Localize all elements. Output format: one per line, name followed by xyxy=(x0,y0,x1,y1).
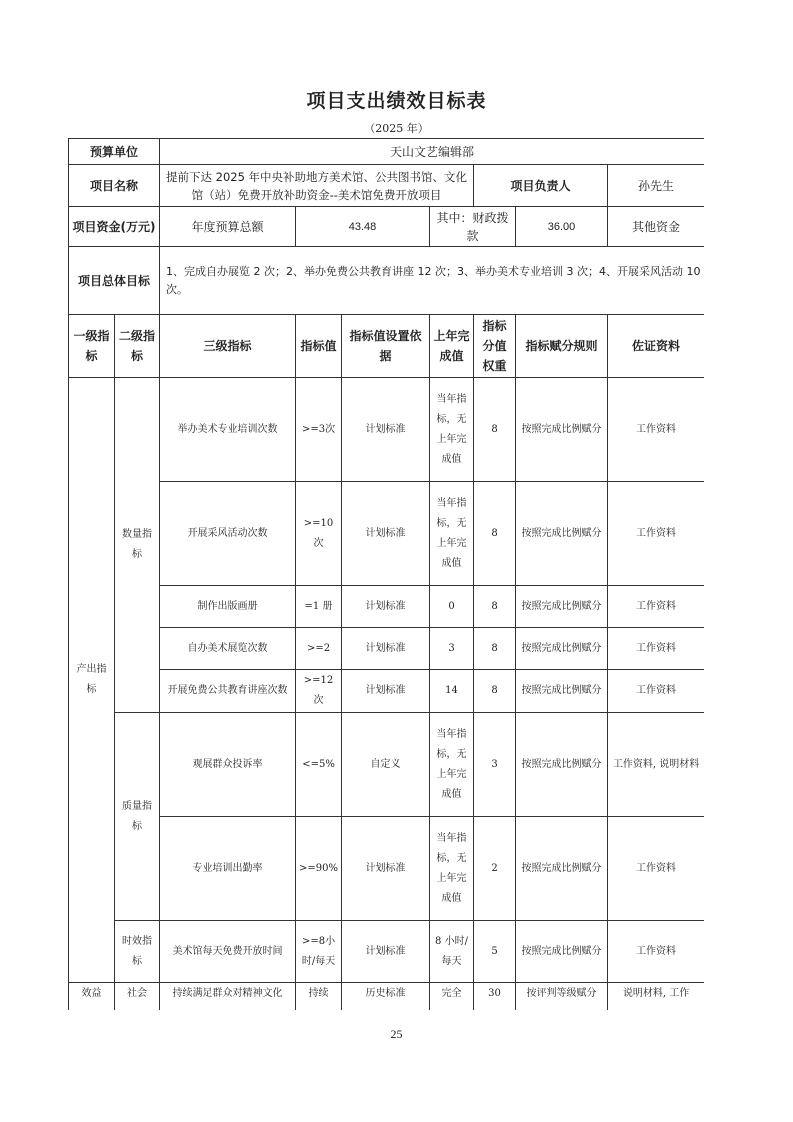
indicator-value: <=5% xyxy=(296,713,342,817)
header-value: 指标值 xyxy=(296,315,342,378)
table-row xyxy=(69,482,705,586)
header-level1: 一级指标 xyxy=(69,315,115,378)
indicator-name: 持续满足群众对精神文化 xyxy=(160,983,296,1011)
leader-label: 项目负责人 xyxy=(474,165,608,207)
indicator-value: >=10次 xyxy=(296,482,342,586)
project-name-row xyxy=(69,165,705,207)
indicator-prev: 3 xyxy=(430,628,474,670)
table-row xyxy=(69,670,705,713)
indicator-prev: 当年指标，无上年完成值 xyxy=(430,713,474,817)
header-weight: 指标分值权重 xyxy=(474,315,516,378)
indicator-basis: 历史标准 xyxy=(342,983,430,1011)
overall-goal-value: 1、完成自办展览 2 次；2、举办免费公共教育讲座 12 次；3、举办美术专业培训 3 次；4、开展采风活动 10 次。 xyxy=(160,247,704,315)
document-year: （2025 年） xyxy=(364,122,429,135)
indicator-rule: 按照完成比例赋分 xyxy=(516,378,608,482)
budget-unit-row xyxy=(69,139,705,165)
indicator-rule: 按照完成比例赋分 xyxy=(516,482,608,586)
indicator-evidence: 工作资料 xyxy=(608,378,704,482)
indicator-rule: 按照完成比例赋分 xyxy=(516,586,608,628)
indicator-weight: 8 xyxy=(474,378,516,482)
indicator-weight: 8 xyxy=(474,628,516,670)
other-funds-label: 其他资金 xyxy=(608,207,704,247)
indicator-weight: 8 xyxy=(474,482,516,586)
indicator-basis: 计划标准 xyxy=(342,670,430,713)
indicator-rule: 按照完成比例赋分 xyxy=(516,628,608,670)
indicator-name: 专业培训出勤率 xyxy=(160,817,296,921)
header-level3: 三级指标 xyxy=(160,315,296,378)
indicator-rule: 按照完成比例赋分 xyxy=(516,670,608,713)
header-evidence: 佐证资料 xyxy=(608,315,704,378)
header-level2: 二级指标 xyxy=(115,315,160,378)
indicator-name: 制作出版画册 xyxy=(160,586,296,628)
level2-social: 社会 xyxy=(115,983,160,1011)
indicator-value: >=12次 xyxy=(296,670,342,713)
indicator-rule: 按照完成比例赋分 xyxy=(516,713,608,817)
level1-output: 产出指标 xyxy=(69,378,115,983)
table-row xyxy=(69,378,705,482)
indicator-weight: 30 xyxy=(474,983,516,1011)
level2-timeliness: 时效指标 xyxy=(115,921,160,983)
fiscal-value: 36.00 xyxy=(516,207,608,247)
performance-table-wrapper xyxy=(68,138,704,1010)
indicator-prev: 当年指标，无上年完成值 xyxy=(430,482,474,586)
header-prev: 上年完成值 xyxy=(430,315,474,378)
indicator-name: 美术馆每天免费开放时间 xyxy=(160,921,296,983)
indicator-evidence: 工作资料 xyxy=(608,586,704,628)
indicator-prev: 当年指标，无上年完成值 xyxy=(430,817,474,921)
indicator-evidence: 工作资料 xyxy=(608,817,704,921)
indicator-rule: 按照完成比例赋分 xyxy=(516,921,608,983)
indicator-evidence: 工作资料 xyxy=(608,670,704,713)
table-row xyxy=(69,817,705,921)
performance-target-table xyxy=(68,138,704,1010)
indicator-prev: 0 xyxy=(430,586,474,628)
indicator-name: 观展群众投诉率 xyxy=(160,713,296,817)
leader-value: 孙先生 xyxy=(608,165,704,207)
indicator-name: 自办美术展览次数 xyxy=(160,628,296,670)
indicator-rule: 按照完成比例赋分 xyxy=(516,817,608,921)
indicator-name: 开展采风活动次数 xyxy=(160,482,296,586)
indicator-value: =1 册 xyxy=(296,586,342,628)
funds-label: 项目资金(万元) xyxy=(69,207,160,247)
indicator-name: 举办美术专业培训次数 xyxy=(160,378,296,482)
project-name-value: 提前下达 2025 年中央补助地方美术馆、公共图书馆、文化馆（站）免费开放补助资金--美术馆免费开放项目 xyxy=(160,165,474,207)
header-row xyxy=(69,315,705,378)
indicator-value: 持续 xyxy=(296,983,342,1011)
table-row xyxy=(69,628,705,670)
annual-budget-value: 43.48 xyxy=(296,207,430,247)
indicator-value: >=8小时/每天 xyxy=(296,921,342,983)
indicator-evidence: 说明材料, 工作 xyxy=(608,983,704,1011)
table-row xyxy=(69,921,705,983)
indicator-evidence: 工作资料 xyxy=(608,921,704,983)
indicator-basis: 计划标准 xyxy=(342,628,430,670)
document-title: 项目支出绩效目标表 xyxy=(306,90,487,112)
indicator-prev: 当年指标，无上年完成值 xyxy=(430,378,474,482)
table-row xyxy=(69,983,705,1011)
indicator-value: >=2 xyxy=(296,628,342,670)
indicator-basis: 计划标准 xyxy=(342,921,430,983)
header-rule: 指标赋分规则 xyxy=(516,315,608,378)
indicator-weight: 8 xyxy=(474,670,516,713)
budget-unit-label: 预算单位 xyxy=(69,139,160,165)
indicator-basis: 计划标准 xyxy=(342,482,430,586)
indicator-evidence: 工作资料, 说明材料 xyxy=(608,713,704,817)
indicator-weight: 3 xyxy=(474,713,516,817)
indicator-basis: 计划标准 xyxy=(342,586,430,628)
project-name-label: 项目名称 xyxy=(69,165,160,207)
indicator-prev: 完全 xyxy=(430,983,474,1011)
funds-row xyxy=(69,207,705,247)
indicator-prev: 14 xyxy=(430,670,474,713)
table-row xyxy=(69,713,705,817)
level2-quantity: 数量指标 xyxy=(115,378,160,713)
page-number: 25 xyxy=(390,1027,403,1041)
level1-benefit: 效益 xyxy=(69,983,115,1011)
indicator-rule: 按评判等级赋分 xyxy=(516,983,608,1011)
indicator-basis: 自定义 xyxy=(342,713,430,817)
overall-goal-row xyxy=(69,247,705,315)
indicator-value: >=90% xyxy=(296,817,342,921)
indicator-basis: 计划标准 xyxy=(342,817,430,921)
overall-goal-label: 项目总体目标 xyxy=(69,247,160,315)
fiscal-label: 其中：财政拨款 xyxy=(430,207,516,247)
budget-unit-value: 天山文艺编辑部 xyxy=(160,139,704,165)
indicator-prev: 8 小时/每天 xyxy=(430,921,474,983)
level2-quality: 质量指标 xyxy=(115,713,160,921)
indicator-weight: 8 xyxy=(474,586,516,628)
header-basis: 指标值设置依据 xyxy=(342,315,430,378)
indicator-weight: 5 xyxy=(474,921,516,983)
indicator-basis: 计划标准 xyxy=(342,378,430,482)
indicator-weight: 2 xyxy=(474,817,516,921)
indicator-evidence: 工作资料 xyxy=(608,628,704,670)
annual-budget-label: 年度预算总额 xyxy=(160,207,296,247)
indicator-value: >=3次 xyxy=(296,378,342,482)
indicator-name: 开展免费公共教育讲座次数 xyxy=(160,670,296,713)
table-row xyxy=(69,586,705,628)
indicator-evidence: 工作资料 xyxy=(608,482,704,586)
